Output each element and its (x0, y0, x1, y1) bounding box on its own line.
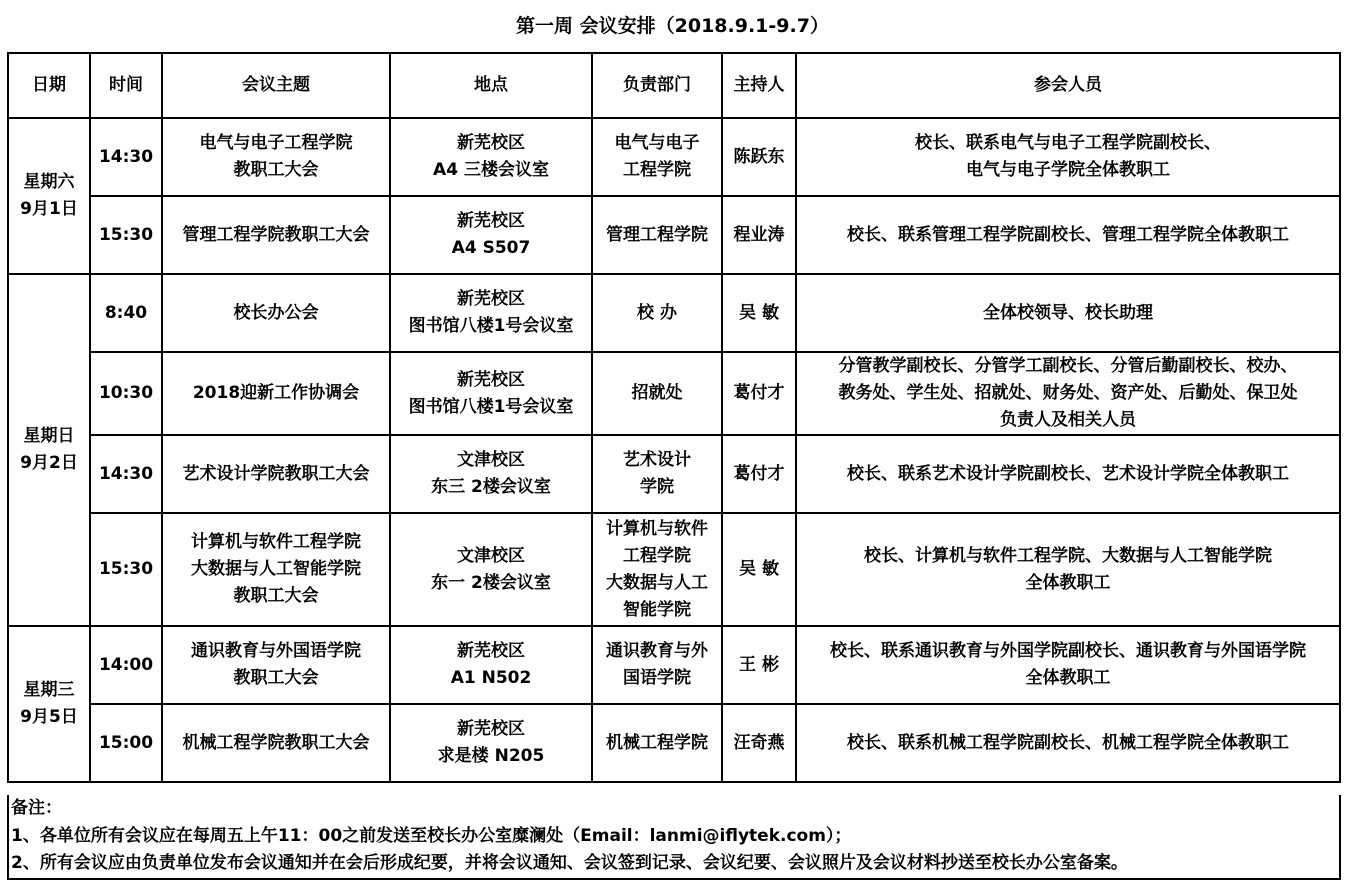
location-cell: 新芜校区 图书馆八楼1号会议室 (390, 352, 592, 435)
host-cell: 葛付才 (722, 435, 796, 513)
host-cell: 吴 敏 (722, 513, 796, 626)
header-topic: 会议主题 (162, 53, 390, 118)
date-cell: 星期六 9月1日 (8, 118, 90, 274)
department-cell: 管理工程学院 (592, 196, 722, 274)
time-cell: 14:30 (90, 435, 162, 513)
host-cell: 王 彬 (722, 626, 796, 704)
location-cell: 新芜校区 A4 S507 (390, 196, 592, 274)
department-cell: 校 办 (592, 274, 722, 352)
host-cell: 葛付才 (722, 352, 796, 435)
header-date: 日期 (8, 53, 90, 118)
time-cell: 10:30 (90, 352, 162, 435)
note-line-1: 1、各单位所有会议应在每周五上午11：00之前发送至校长办公室糜澜处（Email：lanmi@iflytek.com）； (11, 825, 852, 846)
host-cell: 吴 敏 (722, 274, 796, 352)
time-cell: 15:30 (90, 196, 162, 274)
header-time: 时间 (90, 53, 162, 118)
department-cell: 机械工程学院 (592, 704, 722, 782)
time-cell: 14:30 (90, 118, 162, 196)
attendees-cell: 校长、联系电气与电子工程学院副校长、 电气与电子学院全体教职工 (796, 118, 1340, 196)
time-cell: 15:00 (90, 704, 162, 782)
location-cell: 新芜校区 图书馆八楼1号会议室 (390, 274, 592, 352)
topic-cell: 2018迎新工作协调会 (162, 352, 390, 435)
header-location: 地点 (390, 53, 592, 118)
notes-section (7, 795, 1341, 880)
date-cell: 星期三 9月5日 (8, 626, 90, 782)
location-cell: 文津校区 东三 2楼会议室 (390, 435, 592, 513)
table-row (8, 196, 1340, 274)
attendees-cell: 校长、联系艺术设计学院副校长、艺术设计学院全体教职工 (796, 435, 1340, 513)
department-cell: 电气与电子 工程学院 (592, 118, 722, 196)
topic-cell: 机械工程学院教职工大会 (162, 704, 390, 782)
topic-cell: 通识教育与外国语学院 教职工大会 (162, 626, 390, 704)
note-line-2: 2、所有会议应由负责单位发布会议通知并在会后形成纪要，并将会议通知、会议签到记录、会议纪要、会议照片及会议材料抄送至校长办公室备案。 (11, 853, 1128, 873)
department-cell: 计算机与软件 工程学院 大数据与人工 智能学院 (592, 513, 722, 626)
topic-cell: 校长办公会 (162, 274, 390, 352)
location-cell: 文津校区 东一 2楼会议室 (390, 513, 592, 626)
topic-cell: 艺术设计学院教职工大会 (162, 435, 390, 513)
table-row (8, 704, 1340, 782)
notes-heading: 备注： (11, 798, 62, 818)
attendees-cell: 校长、联系管理工程学院副校长、管理工程学院全体教职工 (796, 196, 1340, 274)
page-title: 第一周 会议安排（2018.9.1-9.7） (516, 15, 829, 37)
header-host: 主持人 (722, 53, 796, 118)
department-cell: 艺术设计 学院 (592, 435, 722, 513)
location-cell: 新芜校区 A4 三楼会议室 (390, 118, 592, 196)
attendees-cell: 校长、联系机械工程学院副校长、机械工程学院全体教职工 (796, 704, 1340, 782)
header-attendees: 参会人员 (796, 53, 1340, 118)
table-row (8, 118, 1340, 196)
location-cell: 新芜校区 求是楼 N205 (390, 704, 592, 782)
time-cell: 8:40 (90, 274, 162, 352)
topic-cell: 计算机与软件工程学院 大数据与人工智能学院 教职工大会 (162, 513, 390, 626)
time-cell: 15:30 (90, 513, 162, 626)
date-cell: 星期日 9月2日 (8, 274, 90, 626)
header-row (8, 53, 1340, 118)
topic-cell: 管理工程学院教职工大会 (162, 196, 390, 274)
host-cell: 程业涛 (722, 196, 796, 274)
attendees-cell: 分管教学副校长、分管学工副校长、分管后勤副校长、校办、 教务处、学生处、招就处、财务处、资产处、后勤处、保卫处 负责人及相关人员 (796, 352, 1340, 435)
time-cell: 14:00 (90, 626, 162, 704)
table-row (8, 352, 1340, 435)
department-cell: 招就处 (592, 352, 722, 435)
table-row (8, 513, 1340, 626)
location-cell: 新芜校区 A1 N502 (390, 626, 592, 704)
attendees-cell: 校长、联系通识教育与外国学院副校长、通识教育与外国语学院 全体教职工 (796, 626, 1340, 704)
attendees-cell: 校长、计算机与软件工程学院、大数据与人工智能学院 全体教职工 (796, 513, 1340, 626)
attendees-cell: 全体校领导、校长助理 (796, 274, 1340, 352)
department-cell: 通识教育与外 国语学院 (592, 626, 722, 704)
header-department: 负责部门 (592, 53, 722, 118)
schedule-table (7, 52, 1341, 783)
host-cell: 汪奇燕 (722, 704, 796, 782)
table-row (8, 626, 1340, 704)
host-cell: 陈跃东 (722, 118, 796, 196)
table-row (8, 274, 1340, 352)
topic-cell: 电气与电子工程学院 教职工大会 (162, 118, 390, 196)
table-row (8, 435, 1340, 513)
